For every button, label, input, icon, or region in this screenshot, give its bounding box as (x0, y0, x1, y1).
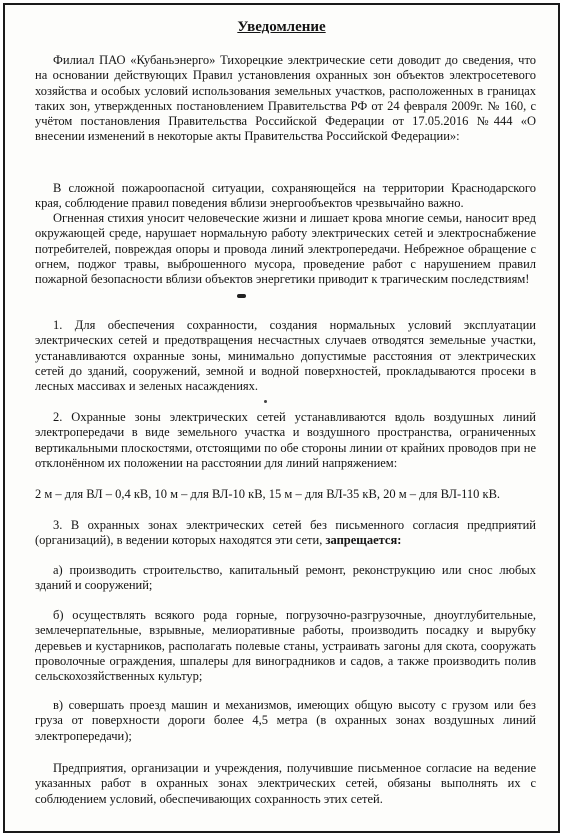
point-2-paragraph: 2. Охранные зоны электрических сетей устанавливаются вдоль воздушных линий электропередачи в виде земельного участка и воздушного пространства, ограниченных вертикальными плоскостями, отстоящими по обе стороны линии от крайних проводов при не отклонённом их положении на расстоянии для линий напряжением: (35, 410, 536, 470)
scan-dot (264, 400, 267, 403)
distances-line: 2 м – для ВЛ – 0,4 кВ, 10 м – для ВЛ-10 кВ, 15 м – для ВЛ-35 кВ, 20 м – для ВЛ-110 кВ. (35, 487, 501, 501)
notice-page (3, 3, 560, 833)
scan-speck (237, 294, 246, 298)
item-v-paragraph: в) совершать проезд машин и механизмов, имеющих общую высоту с грузом или без груза от поверхности дороги более 4,5 метра (в охранных зонах воздушных линий электропередачи); (35, 698, 536, 743)
item-b-paragraph: б) осуществлять всякого рода горные, погрузочно-разгрузочные, дноуглубительные, землечерпательные, взрывные, мелиоративные работы, производить посадку и вырубку деревьев и кустарников, располагать полевые станы, устраивать загоны для скота, сооружать проволочные ограждения, шпалеры для виноградников и садов, а также производить полив сельскохозяйственных культур; (35, 608, 536, 684)
fire-warning-paragraph: В сложной пожароопасной ситуации, сохраняющейся на территории Краснодарского края, соблюдение правил поведения вблизи энергообъектов чрезвычайно важно. (35, 181, 536, 211)
point-3-text: 3. В охранных зонах электрических сетей без письменного согласия предприятий (организаций), в ведении которых находятся эти сети, (35, 518, 536, 548)
closing-paragraph: Предприятия, организации и учреждения, получившие письменное согласие на ведение указанных работ в охранных зонах электрических сетей, обязаны выполнять их с соблюдением условий, обеспечивающих сохранность этих сетей. (35, 761, 536, 806)
item-a-paragraph: а) производить строительство, капитальный ремонт, реконструкцию или снос любых зданий и сооружений; (35, 563, 536, 593)
point-3-paragraph (35, 518, 536, 549)
fire-details-paragraph: Огненная стихия уносит человеческие жизни и лишает крова многие семьи, наносит вред окружающей среде, нарушает нормальную работу электрических сетей и электроснабжение потребителей, повреждая опоры и провода линий электропередачи. Небрежное обращение с огнем, поджог травы, выброшенного мусора, проведение работ с нарушением правил пожарной безопасности вблизи объектов энергетики приводит к трагическим последствиям! (35, 211, 536, 287)
notice-title: Уведомление (237, 19, 326, 35)
point-1-paragraph: 1. Для обеспечения сохранности, создания нормальных условий эксплуатации электрических сетей и предотвращения несчастных случаев отводятся земельные участки, устанавливаются охранные зоны, минимально допустимые расстояния от электрических сетей до зданий, сооружений, земной и водной поверхностей, прокладываются просеки в лесных массивах и зеленых насаждениях. (35, 318, 536, 394)
point-3-prohibited: запрещается: (325, 533, 402, 548)
intro-paragraph: Филиал ПАО «Кубаньэнерго» Тихорецкие электрические сети доводит до сведения, что на основании действующих Правил установления охранных зон объектов электросетевого хозяйства и особых условий использования земельных участков, расположенных в границах таких зон, утвержденных постановлением Правительства РФ от 24 февраля 2009г. № 160, с учётом постановления Правительства Российской Федерации от 17.05.2016 №444 «О внесении изменений в некоторые акты Правительства Российской Федерации»: (35, 53, 536, 144)
